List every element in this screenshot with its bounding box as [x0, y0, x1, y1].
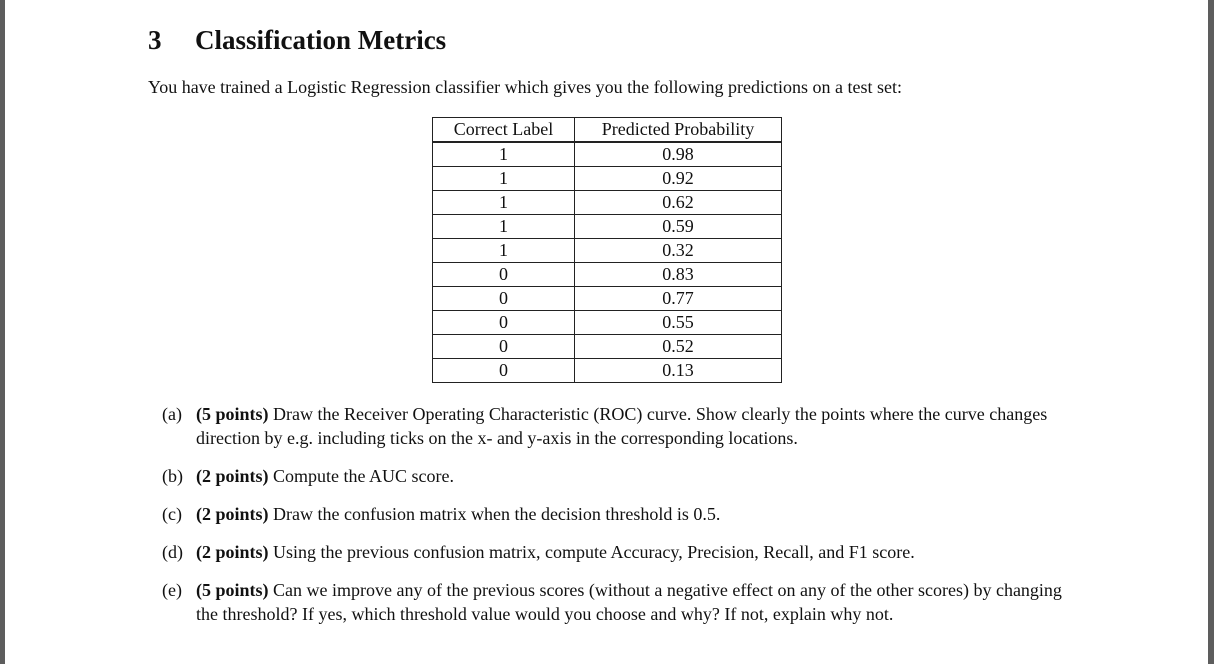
predictions-table: [432, 117, 782, 383]
question-text: Draw the confusion matrix when the decision threshold is 0.5.: [273, 504, 721, 524]
question-item-b: [162, 464, 1082, 488]
probability-cell: 0.55: [575, 311, 782, 335]
probability-cell: 0.98: [575, 142, 782, 167]
table-row: [433, 335, 782, 359]
question-label: (a): [162, 404, 182, 424]
question-item-a: [162, 402, 1082, 450]
intro-paragraph: You have trained a Logistic Regression classifier which gives you the following predictions on a test set:: [148, 77, 903, 97]
probability-cell: 0.32: [575, 239, 782, 263]
label-cell: 0: [433, 287, 575, 311]
question-points: (5 points): [196, 580, 269, 600]
table-row: [433, 191, 782, 215]
table-row: [433, 239, 782, 263]
table-row: [433, 263, 782, 287]
section-title: Classification Metrics: [195, 25, 447, 55]
question-list: [162, 402, 1082, 640]
question-text: Compute the AUC score.: [273, 466, 454, 486]
label-cell: 1: [433, 191, 575, 215]
label-cell: 0: [433, 263, 575, 287]
question-label: (e): [162, 580, 182, 600]
probability-cell: 0.59: [575, 215, 782, 239]
label-cell: 1: [433, 215, 575, 239]
probability-cell: 0.13: [575, 359, 782, 383]
question-item-d: [162, 540, 1082, 564]
question-item-c: [162, 502, 1082, 526]
question-text: Can we improve any of the previous scores (without a negative effect on any of the other scores) by changing the threshold? If yes, which threshold value would you choose and why? If not, explain why not.: [196, 580, 1062, 624]
table-row: [433, 167, 782, 191]
column-header-predicted-probability: Predicted Probability: [575, 118, 782, 143]
probability-cell: 0.77: [575, 287, 782, 311]
question-points: (2 points): [196, 542, 269, 562]
question-points: (2 points): [196, 504, 269, 524]
probability-cell: 0.92: [575, 167, 782, 191]
label-cell: 1: [433, 239, 575, 263]
question-points: (2 points): [196, 466, 269, 486]
question-label: (b): [162, 466, 183, 486]
question-points: (5 points): [196, 404, 269, 424]
probability-cell: 0.83: [575, 263, 782, 287]
probability-cell: 0.62: [575, 191, 782, 215]
label-cell: 1: [433, 142, 575, 167]
question-item-e: [162, 578, 1082, 626]
section-number: 3: [148, 25, 162, 55]
column-header-correct-label: Correct Label: [433, 118, 575, 143]
viewer-right-border: [1208, 0, 1214, 664]
table-row: [433, 311, 782, 335]
probability-cell: 0.52: [575, 335, 782, 359]
label-cell: 1: [433, 167, 575, 191]
label-cell: 0: [433, 335, 575, 359]
question-label: (d): [162, 542, 183, 562]
label-cell: 0: [433, 359, 575, 383]
document-page: [5, 0, 1208, 664]
table-row: [433, 359, 782, 383]
label-cell: 0: [433, 311, 575, 335]
question-text: Using the previous confusion matrix, compute Accuracy, Precision, Recall, and F1 score.: [273, 542, 915, 562]
table-row: [433, 142, 782, 167]
table-header-row: [433, 118, 782, 143]
question-text: Draw the Receiver Operating Characteristic (ROC) curve. Show clearly the points where the curve changes direction by e.g. including ticks on the x- and y-axis in the corresponding locations.: [196, 404, 1048, 448]
table-row: [433, 215, 782, 239]
question-label: (c): [162, 504, 182, 524]
table-row: [433, 287, 782, 311]
section-heading: [148, 25, 446, 56]
